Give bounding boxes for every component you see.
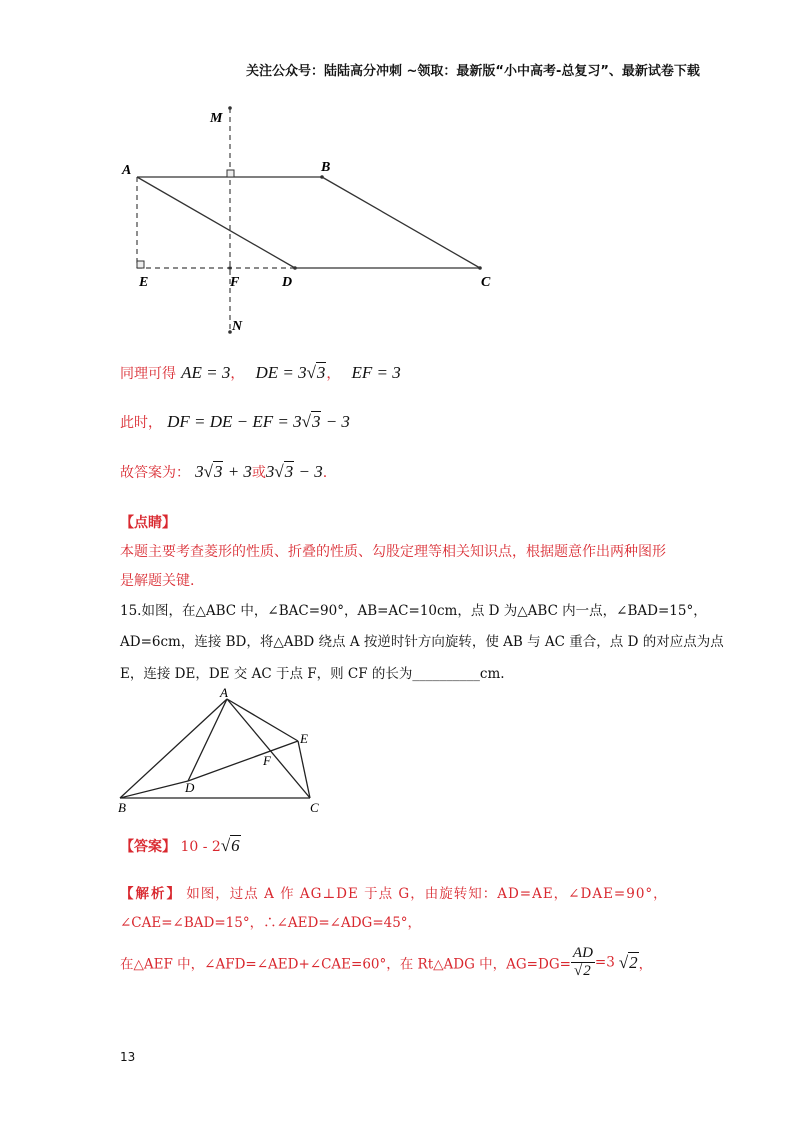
label-c: C bbox=[481, 275, 491, 290]
page-number: 13 bbox=[120, 1050, 136, 1064]
label-m: M bbox=[210, 111, 223, 126]
answer-line: 【答案】 10 - 2√6 bbox=[120, 836, 240, 855]
comment-title: 【点睛】 bbox=[120, 515, 176, 531]
label-e: E bbox=[300, 731, 308, 746]
segment-ac bbox=[227, 699, 310, 798]
page-header: 关注公众号：陆陆高分冲刺 ~领取：最新版“小中高考-总复习”、最新试卷下载 bbox=[246, 64, 700, 79]
label-a: A bbox=[122, 163, 132, 178]
figure-rhombus-fold bbox=[110, 100, 510, 345]
label-f: F bbox=[230, 275, 240, 290]
label-b: B bbox=[321, 160, 331, 175]
segment-ab bbox=[120, 699, 227, 798]
segment-ae bbox=[227, 699, 298, 741]
problem15-line-1: 15.如图，在△ABC 中，∠BAC=90°，AB=AC=10cm，点 D 为△ABC 内一点，∠BAD=15°， bbox=[120, 603, 707, 619]
analysis-line-1: 【解析】 如图，过点 A 作 AG⊥DE 于点 G，由旋转知：AD=AE，∠DAE=90°， bbox=[120, 886, 668, 902]
comment-line-1: 本题主要考查菱形的性质、折叠的性质、勾股定理等相关知识点，根据题意作出两种图形 bbox=[120, 544, 666, 560]
answer-blank: __________ bbox=[412, 666, 480, 682]
solution-line-1: 同理可得 AE = 3， DE = 3√3， EF = 3 bbox=[120, 363, 401, 382]
segment-bd bbox=[120, 781, 188, 798]
segment-ec bbox=[298, 741, 310, 798]
solution-line-3: 故答案为： 3√3 + 3或3√3 − 3. bbox=[120, 462, 328, 481]
label-d: D bbox=[282, 275, 293, 290]
right-angle-marker-top bbox=[227, 170, 234, 177]
label-a: A bbox=[220, 685, 228, 700]
label-f: F bbox=[263, 753, 271, 768]
figure-triangle-rotation bbox=[110, 685, 340, 820]
comment-line-2: 是解题关键. bbox=[120, 573, 195, 589]
problem15-line-3: E，连接 DE，DE 交 AC 于点 F，则 CF 的长为__________cm. bbox=[120, 666, 505, 682]
right-angle-marker-e bbox=[137, 261, 144, 268]
solution-line-2: 此时， DF = DE − EF = 3√3 − 3 bbox=[120, 412, 350, 431]
label-b: B bbox=[118, 800, 126, 815]
segment-bc bbox=[322, 177, 480, 268]
label-e: E bbox=[139, 275, 149, 290]
analysis-line-2: ∠CAE=∠BAD=15°，∴∠AED=∠ADG=45°， bbox=[120, 915, 422, 931]
label-d: D bbox=[185, 780, 195, 795]
problem15-line-2: AD=6cm，连接 BD，将△ABD 绕点 A 按逆时针方向旋转，使 AB 与 AC 重合，点 D 的对应点为点 bbox=[120, 634, 724, 650]
analysis-line-3: 在△AEF 中，∠AFD=∠AED+∠CAE=60°，在 Rt△ADG 中，AG=DG= $\frac{AD}{√2}$ =3 √2， bbox=[120, 945, 653, 979]
label-n: N bbox=[232, 319, 243, 334]
segment-ad bbox=[137, 177, 295, 268]
label-c: C bbox=[310, 800, 319, 815]
